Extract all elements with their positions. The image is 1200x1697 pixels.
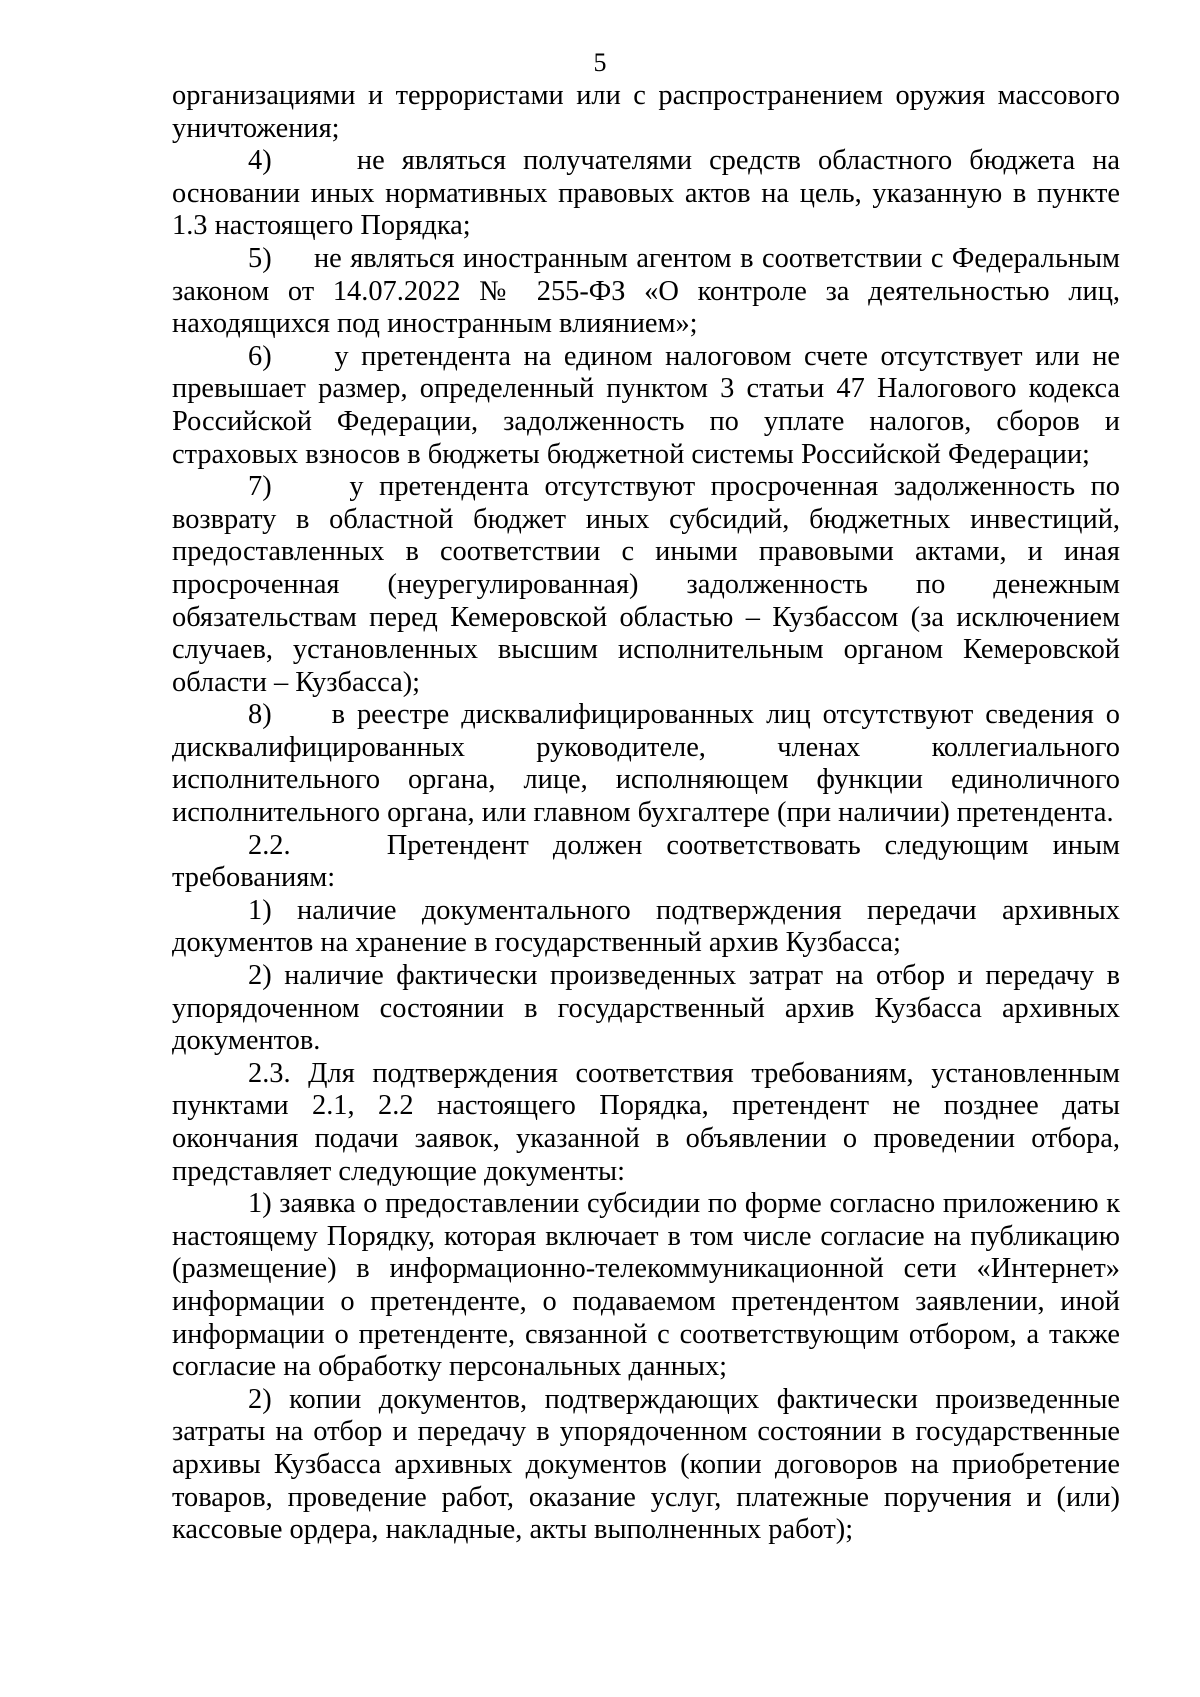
paragraph-item-4: 4) не являться получателями средств областного бюджета на основании иных нормативных правовых актов на цель, указанную в пункте 1.3 настоящего Порядка;	[172, 145, 1120, 242]
paragraph-item-8: 8) в реестре дисквалифицированных лиц отсутствуют сведения о дисквалифицированных руководителе, членах коллегиального исполнительного органа, лице, исполняющем функции единоличного исполнительного органа, или главном бухгалтере (при наличии) претендента.	[172, 699, 1120, 829]
paragraph-2-3-item-1: 1) заявка о предоставлении субсидии по форме согласно приложению к настоящему Порядку, которая включает в том числе согласие на публикацию (размещение) в информационно-телекоммуникационной сети «Интернет» информации о претенденте, о подаваемом претендентом заявлении, иной информации о претенденте, связанной с соответствующим отбором, а также согласие на обработку персональных данных;	[172, 1188, 1120, 1383]
paragraph-item-5: 5) не являться иностранным агентом в соответствии с Федеральным законом от 14.07.2022 № 255-ФЗ «О контроле за деятельностью лиц, находящихся под иностранным влиянием»;	[172, 242, 1120, 340]
paragraph-2-2-item-2: 2) наличие фактически произведенных затрат на отбор и передачу в упорядоченном состоянии в государственный архив Кузбасса архивных документов.	[172, 960, 1120, 1057]
paragraph-2-2: 2.2. Претендент должен соответствовать следующим иным требованиям:	[172, 829, 1120, 894]
paragraph-2-3: 2.3. Для подтверждения соответствия требованиям, установленным пунктами 2.1, 2.2 настоящего Порядка, претендент не позднее даты окончания подачи заявок, указанной в объявлении о проведении отбора, представляет следующие документы:	[172, 1057, 1120, 1187]
paragraph-continuation: организациями и террористами или с распространением оружия массового уничтожения;	[172, 80, 1120, 144]
document-body	[172, 80, 1120, 1547]
paragraph-item-7: 7) у претендента отсутствуют просроченная задолженность по возврату в областной бюджет иных субсидий, бюджетных инвестиций, предоставленных в соответствии с иными правовыми актами, и иная просроченная (неурегулированная) задолженность по денежным обязательствам перед Кемеровской областью – Кузбассом (за исключением случаев, установленных высшим исполнительным органом Кемеровской области – Кузбасса);	[172, 471, 1120, 698]
paragraph-2-2-item-1: 1) наличие документального подтверждения передачи архивных документов на хранение в государственный архив Кузбасса;	[172, 894, 1120, 959]
page-number: 5	[593, 48, 607, 77]
paragraph-2-3-item-2: 2) копии документов, подтверждающих фактически произведенные затраты на отбор и передачу в упорядоченном состоянии в государственные архивы Кузбасса архивных документов (копии договоров на приобретение товаров, проведение работ, оказание услуг, платежные поручения и (или) кассовые ордера, накладные, акты выполненных работ);	[172, 1383, 1120, 1546]
paragraph-item-6: 6) у претендента на едином налоговом счете отсутствует или не превышает размер, определенный пунктом 3 статьи 47 Налогового кодекса Российской Федерации, задолженность по уплате налогов, сборов и страховых взносов в бюджеты бюджетной системы Российской Федерации;	[172, 340, 1120, 470]
